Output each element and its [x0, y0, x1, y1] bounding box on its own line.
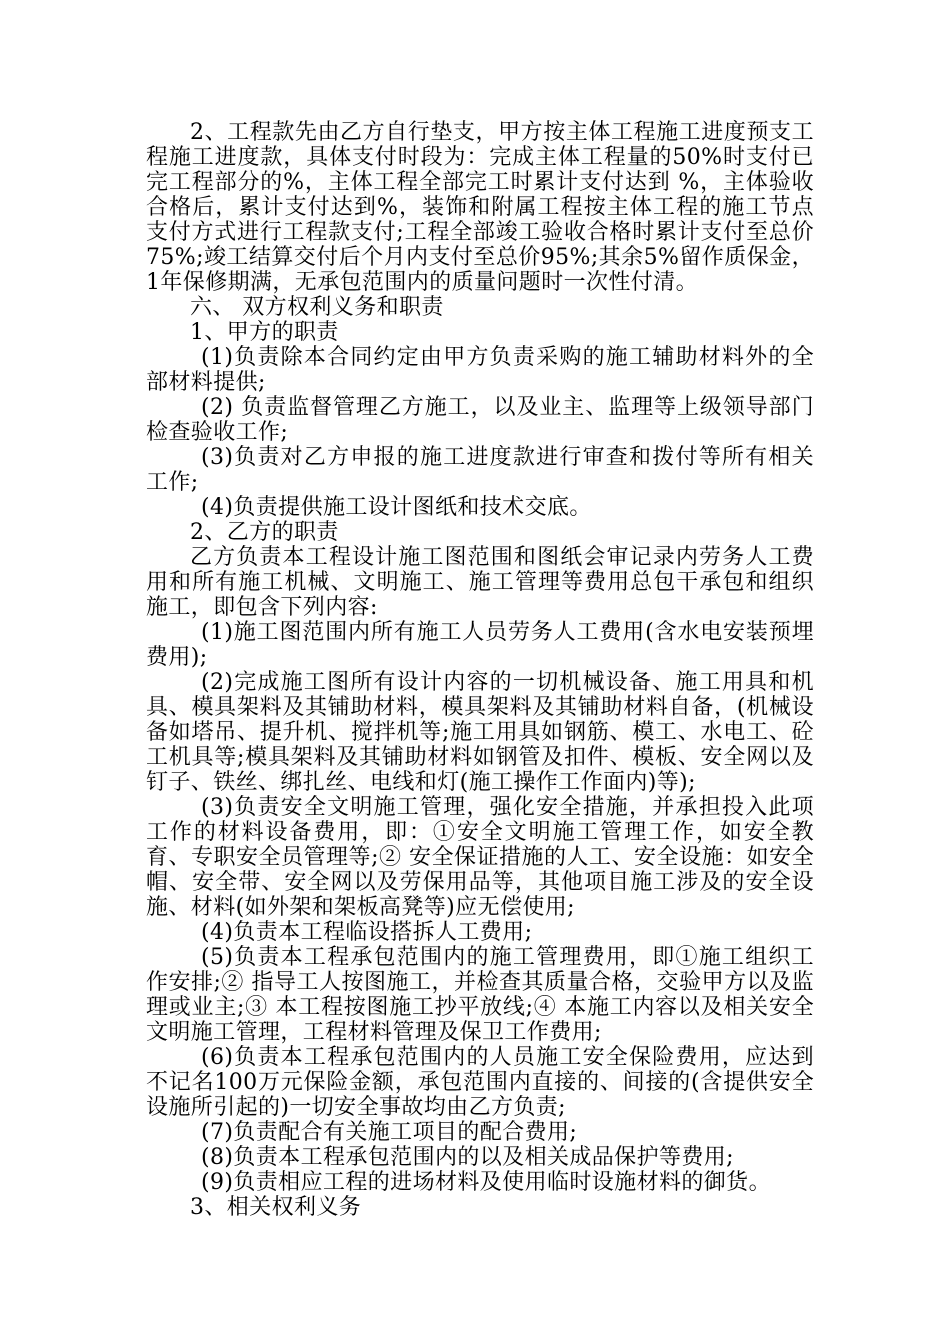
document-body [146, 120, 814, 1220]
list-item: (9)负责相应工程的进场材料及使用临时设施材料的御货。 [201, 1170, 771, 1195]
list-item: (7)负责配合有关施工项目的配合费用; [201, 1120, 578, 1145]
list-item: (4)负责提供施工设计图纸和技术交底。 [201, 495, 592, 520]
list-item: (1)施工图范围内所有施工人员劳务人工费用(含水电安装预埋费用); [146, 620, 814, 670]
section-heading-rights-duties: 六、 双方权利义务和职责 [190, 295, 444, 320]
list-item: (2) 负责监督管理乙方施工，以及业主、监理等上级领导部门检查验收工作; [146, 395, 814, 445]
list-item: (1)负责除本合同约定由甲方负责采购的施工辅助材料外的全部材料提供; [146, 345, 814, 395]
list-item: (3)负责对乙方申报的施工进度款进行审查和拨付等所有相关工作; [146, 445, 814, 495]
subsection-heading-party-a: 1、甲方的职责 [190, 320, 339, 345]
paragraph-payment-terms: 2、工程款先由乙方自行垫支，甲方按主体工程施工进度预支工程施工进度款，具体支付时段为：完成主体工程量的50%时支付已完工程部分的%，主体工程全部完工时累计支付达到 %，主体验收合格后，累计支付达到%，装饰和附属工程按主体工程的施工节点支付方式进行工程款支付;工程全部竣工验收合格时累计支付至总价75%;竣工结算交付后个月内支付至总价95%;其余5%留作质保金，1年保修期满，无承包范围内的质量问题时一次性付清。 [146, 120, 814, 295]
list-item: (3)负责安全文明施工管理，强化安全措施，并承担投入此项工作的材料设备费用，即：①安全文明施工管理工作，如安全教育、专职安全员管理等;② 安全保证措施的人工、安全设施：如安全帽、安全带、安全网以及劳保用品等，其他项目施工涉及的安全设施、材料(如外架和架板高凳等)应无偿使用; [146, 795, 814, 920]
list-item: (8)负责本工程承包范围内的以及相关成品保护等费用; [201, 1145, 734, 1170]
subsection-heading-related-rights: 3、相关权利义务 [190, 1195, 362, 1220]
list-item: (4)负责本工程临设搭拆人工费用; [201, 920, 533, 945]
subsection-heading-party-b: 2、乙方的职责 [190, 520, 339, 545]
list-item: (5)负责本工程承包范围内的施工管理费用，即①施工组织工作安排;② 指导工人按图施工，并检查其质量合格，交验甲方以及监理或业主;③ 本工程按图施工抄平放线;④ 本施工内容以及相关安全文明施工管理，工程材料管理及保卫工作费用; [146, 945, 814, 1045]
list-item: (2)完成施工图所有设计内容的一切机械设备、施工用具和机具、模具架料及其铺助材料，模具架料及其铺助材料自备，(机械设备如塔吊、提升机、搅拌机等;施工用具如钢筋、模工、水电工、砼工机具等;模具架料及其铺助材料如钢管及扣件、模板、安全网以及钉子、铁丝、绑扎丝、电线和灯(施工操作工作面内)等); [146, 670, 814, 795]
list-item: (6)负责本工程承包范围内的人员施工安全保险费用，应达到不记名100万元保险金额，承包范围内直接的、间接的(含提供安全设施所引起的)一切安全事故均由乙方负责; [146, 1045, 814, 1120]
paragraph-party-b-scope: 乙方负责本工程设计施工图范围和图纸会审记录内劳务人工费用和所有施工机械、文明施工、施工管理等费用总包干承包和组织施工，即包含下列内容: [146, 545, 814, 620]
